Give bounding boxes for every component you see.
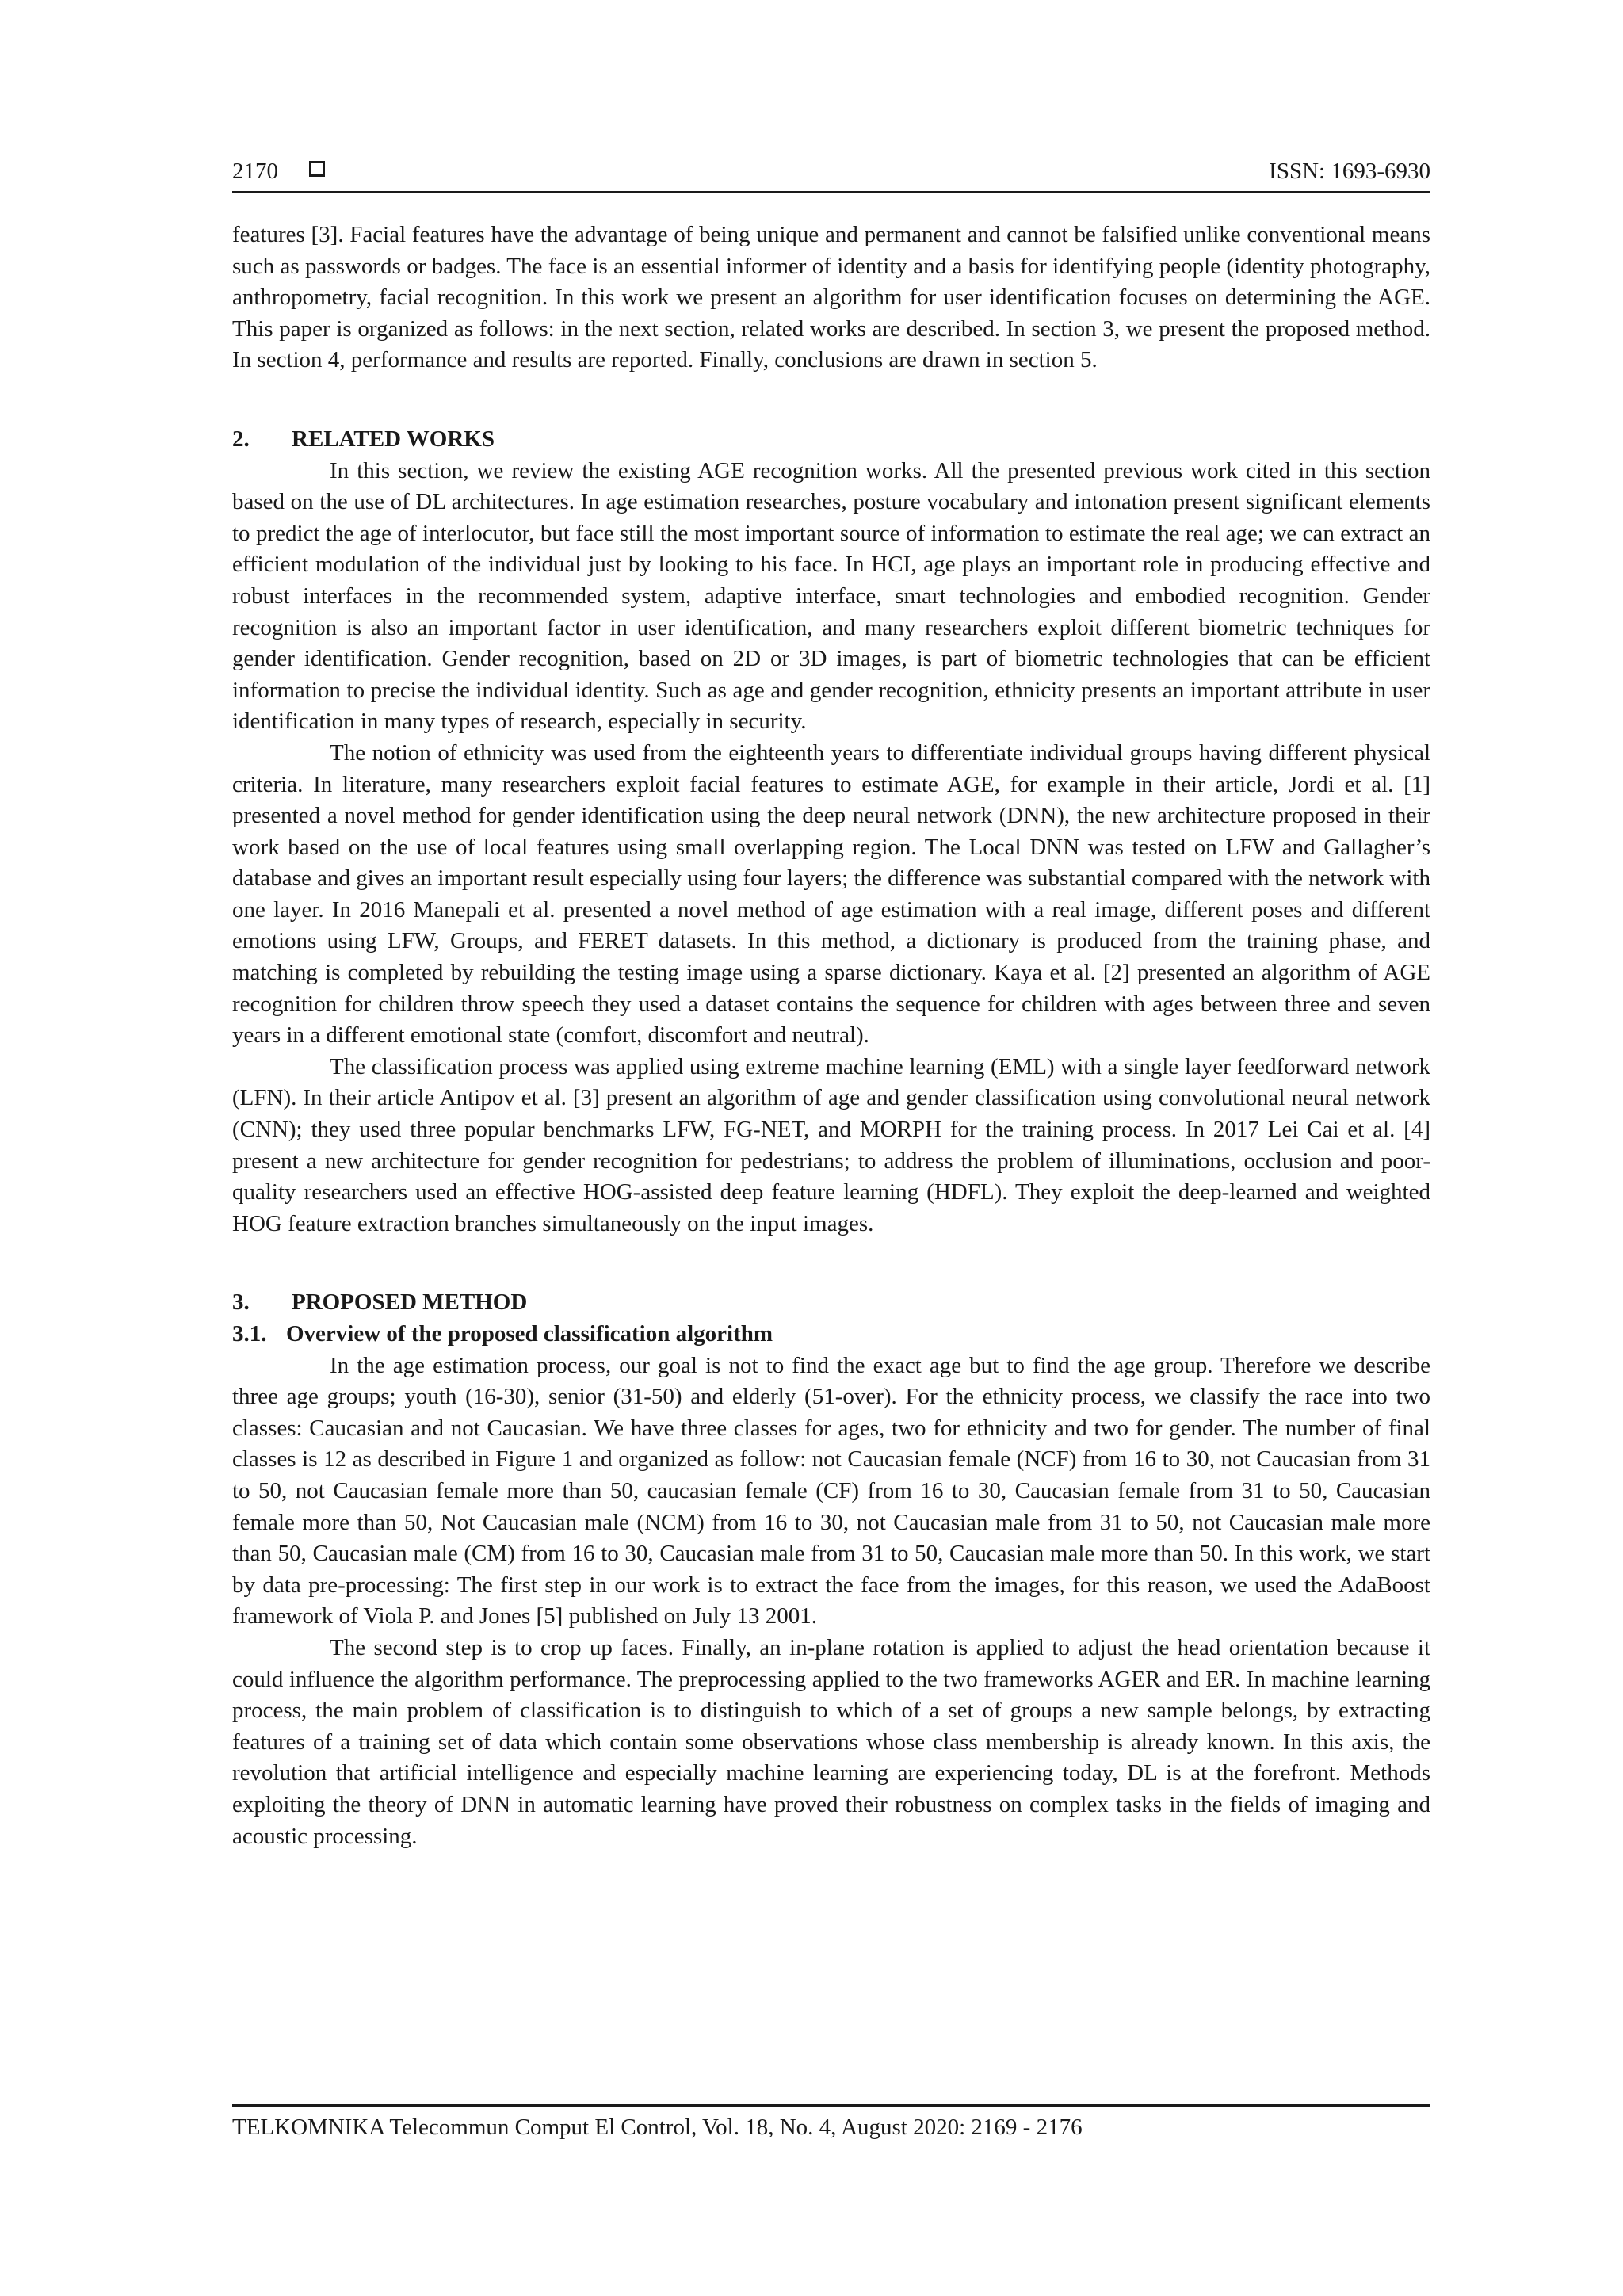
section-2-title: RELATED WORKS — [292, 426, 495, 452]
section-2-number: 2. — [232, 426, 250, 452]
section-3-paragraph-2: The second step is to crop up faces. Finally, an in-plane rotation is applied to adjust the head orientation because it could influence the algorithm performance. The preprocessing applied to the two frameworks AGER and ER. In machine learning process, the main problem of classification is to distinguish to which of a set of groups a new sample belongs, by extracting features of a training set of data which contain some observations whose class membership is already known. In this axis, the revolution that artificial intelligence and especially machine learning are experiencing today, DL is at the forefront. Methods exploiting the theory of DNN in automatic learning have proved their robustness on complex tasks in the fields of imaging and acoustic processing. — [232, 1634, 1430, 1849]
section-spacer — [232, 1240, 1430, 1287]
page-number: 2170 — [232, 159, 278, 184]
body-text — [232, 220, 1430, 1852]
intro-continuation-paragraph: features [3]. Facial features have the advantage of being unique and permanent and cannot be falsified unlike conventional means such as passwords or badges. The face is an essential informer of identity and a basis for identifying people (identity photography, anthropometry, facial recognition. In this work we present an algorithm for user identification focuses on determining the AGE. This paper is organized as follows: in the next section, related works are described. In section 3, we present the proposed method. In section 4, performance and results are reported. Finally, conclusions are drawn in section 5. — [232, 222, 1430, 373]
section-3-paragraph-1: In the age estimation process, our goal is not to find the exact age but to find the age group. Therefore we describe three age groups; youth (16-30), senior (31-50) and elderly (51-over). For the ethnicity process, we classify the race into two classes: Caucasian and not Caucasian. We have three classes for ages, two for ethnicity and two for gender. The number of final classes is 12 as described in Figure 1 and organized as follow: not Caucasian female (NCF) from 16 to 30, not Caucasian from 31 to 50, not Caucasian female more than 50, caucasian female (CF) from 16 to 30, Caucasian female from 31 to 50, Caucasian female more than 50, Not Caucasian male (NCM) from 16 to 30, not Caucasian male from 31 to 50, not Caucasian male more than 50, Caucasian male (CM) from 16 to 30, Caucasian male from 31 to 50, Caucasian male more than 50. In this work, we start by data pre-processing: The first step in our work is to extract the face from the images, for this reason, we used the AdaBoost framework of Viola P. and Jones [5] published on July 13 2001. — [232, 1352, 1430, 1629]
section-3-heading — [232, 1287, 1430, 1319]
section-2-paragraph-2: The notion of ethnicity was used from the eighteenth years to differentiate individual groups having different physical criteria. In literature, many researchers exploit facial features to estimate AGE, for example in their article, Jordi et al. [1] presented a novel method for gender identification using the deep neural network (DNN), the new architecture proposed in their work based on the use of local features using small overlapping region. The Local DNN was tested on LFW and Gallagher’s database and gives an important result especially using four layers; the difference was substantial compared with the network with one layer. In 2016 Manepali et al. presented a novel method of age estimation with a real image, different poses and different emotions using LFW, Groups, and FERET datasets. In this method, a dictionary is produced from the training phase, and matching is completed by rebuilding the testing image using a sparse dictionary. Kaya et al. [2] presented an algorithm of AGE recognition for children throw speech they used a dataset contains the sequence for children with ages between three and seven years in a different emotional state (comfort, discomfort and neutral). — [232, 739, 1430, 1049]
section-2-heading — [232, 424, 1430, 456]
issn-label: ISSN: 1693-6930 — [1269, 159, 1430, 184]
square-box-icon — [309, 161, 325, 177]
running-header — [232, 155, 1430, 195]
section-2-paragraph-3: The classification process was applied using extreme machine learning (EML) with a single layer feedforward network (LFN). In their article Antipov et al. [3] present an algorithm of age and gender classification using convolutional neural network (CNN); they used three popular benchmarks LFW, FG-NET, and MORPH for the training process. In 2017 Lei Cai et al. [4] present a new architecture for gender recognition for pedestrians; to address the problem of illuminations, occlusion and poor-quality researchers used an effective HOG-assisted deep feature learning (HDFL). They exploit the deep-learned and weighted HOG feature extraction branches simultaneously on the input images. — [232, 1053, 1430, 1236]
section-spacer — [232, 376, 1430, 424]
footer-rule — [232, 2104, 1430, 2107]
running-footer: TELKOMNIKA Telecommun Comput El Control, Vol. 18, No. 4, August 2020: 2169 - 2176 — [232, 2115, 1083, 2140]
subsection-3-1-heading — [232, 1319, 1430, 1350]
subsection-3-1-title: Overview of the proposed classification algorithm — [286, 1321, 773, 1347]
header-rule — [232, 191, 1430, 193]
section-3-title: PROPOSED METHOD — [292, 1289, 528, 1316]
section-2-paragraph-1: In this section, we review the existing AGE recognition works. All the presented previous work cited in this section based on the use of DL architectures. In age estimation researches, posture vocabulary and intonation present significant elements to predict the age of interlocutor, but face still the most important source of information to estimate the real age; we can extract an efficient modulation of the individual just by looking to his face. In HCI, age plays an important role in producing effective and robust interfaces in the recommended system, adaptive interface, smart technologies and embodied recognition. Gender recognition is also an important factor in user identification, and many researchers exploit different biometric techniques for gender identification. Gender recognition, based on 2D or 3D images, is part of biometric technologies that can be efficient information to precise the individual identity. Such as age and gender recognition, ethnicity presents an important attribute in user identification in many types of research, especially in security. — [232, 457, 1430, 735]
section-3-number: 3. — [232, 1289, 250, 1316]
subsection-3-1-number: 3.1. — [232, 1321, 267, 1347]
